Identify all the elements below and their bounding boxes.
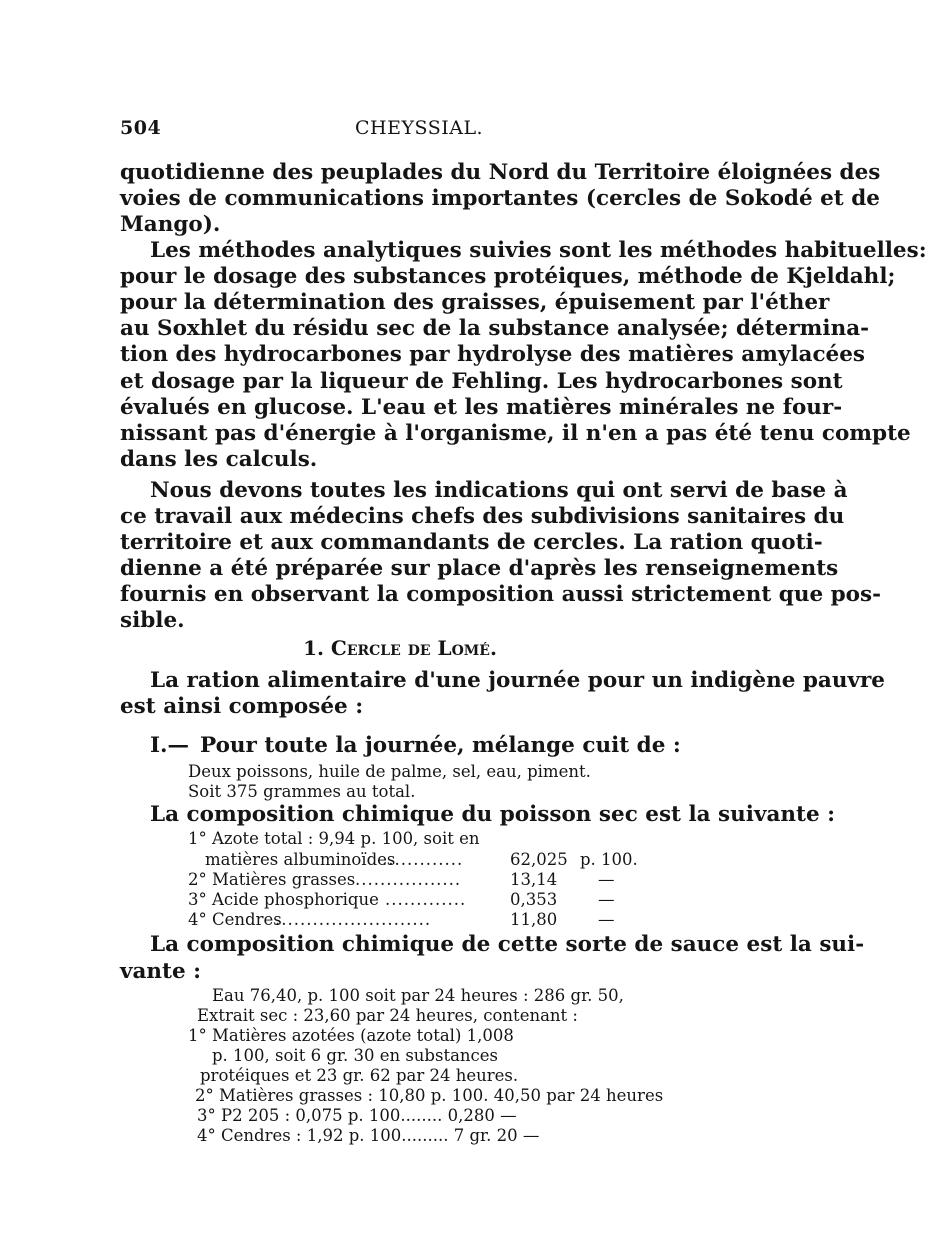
fish-row-label: 4° Cendres [188, 910, 282, 929]
text-line: sible. [120, 608, 185, 633]
running-title: CHEYSSIAL. [355, 117, 484, 139]
item-label: I.— [150, 733, 190, 758]
item-text: Pour toute la journée, mélange cuit de : [200, 733, 681, 758]
item-detail: Deux poissons, huile de palme, sel, eau, piment. [188, 762, 591, 781]
fish-row-label: 1° Azote total : 9,94 p. 100, soit en [188, 829, 480, 848]
text-line: évalués en glucose. L'eau et les matières minérales ne four- [120, 395, 843, 420]
text-line: Mango). [120, 212, 221, 237]
text-line: territoire et aux commandants de cercles. La ration quoti- [120, 530, 823, 555]
section-title: 1. Cercle de Lomé. [303, 636, 497, 660]
text-line: tion des hydrocarbones par hydrolyse des matières amylacées [120, 342, 866, 367]
text-line: Nous devons toutes les indications qui ont servi de base à [150, 478, 848, 503]
page-number: 504 [120, 117, 162, 139]
sauce-line: Eau 76,40, p. 100 soit par 24 heures : 286 gr. 50, [212, 986, 624, 1005]
text-line: fournis en observant la composition aussi strictement que pos- [120, 582, 882, 607]
text-line: Les méthodes analytiques suivies sont les méthodes habituelles: [150, 238, 927, 263]
sauce-line: 3° P2 205 : 0,075 p. 100........ 0,280 — [197, 1106, 517, 1125]
text-line: au Soxhlet du résidu sec de la substance analysée; détermina- [120, 316, 870, 341]
text-line: dienne a été préparée sur place d'après les renseignements [120, 556, 839, 581]
sauce-line: p. 100, soit 6 gr. 30 en substances [212, 1046, 499, 1065]
text-line: La ration alimentaire d'une journée pour un indigène pauvre [150, 668, 885, 693]
fish-row-value: 0,353 [510, 890, 558, 909]
fish-row-dash: — [598, 870, 615, 889]
text-line: pour le dosage des substances protéiques, méthode de Kjeldahl; [120, 264, 896, 289]
fish-row-value: 11,80 [510, 910, 558, 929]
sauce-line: protéiques et 23 gr. 62 par 24 heures. [200, 1066, 519, 1085]
leader-dots: ............. [385, 890, 467, 909]
fish-row-label: 2° Matières grasses [188, 870, 356, 889]
item-detail: Soit 375 grammes au total. [188, 782, 416, 801]
fish-row-unit: p. 100. [580, 850, 638, 869]
text-line: pour la détermination des graisses, épuisement par l'éther [120, 290, 830, 315]
text-line: voies de communications importantes (cercles de Sokodé et de [120, 186, 880, 211]
text-line: et dosage par la liqueur de Fehling. Les hydrocarbones sont [120, 369, 843, 394]
fish-row-dash: — [598, 910, 615, 929]
text-line: est ainsi composée : [120, 694, 364, 719]
text-line: nissant pas d'énergie à l'organisme, il n'en a pas été tenu compte [120, 421, 911, 446]
sauce-intro: vante : [120, 959, 202, 984]
fish-row-label: matières albuminoïdes [205, 850, 396, 869]
leader-dots: ......................... [275, 910, 432, 929]
sauce-line: Extrait sec : 23,60 par 24 heures, contenant : [197, 1006, 578, 1025]
leader-dots: ................. [355, 870, 462, 889]
sauce-intro: La composition chimique de cette sorte de sauce est la sui- [150, 932, 865, 957]
text-line: dans les calculs. [120, 447, 318, 472]
sauce-line: 1° Matières azotées (azote total) 1,008 [188, 1026, 514, 1045]
fish-row-value: 13,14 [510, 870, 558, 889]
fish-row-dash: — [598, 890, 615, 909]
sauce-line: 2° Matières grasses : 10,80 p. 100. 40,50 par 24 heures [195, 1086, 664, 1105]
fish-intro: La composition chimique du poisson sec est la suivante : [150, 802, 836, 827]
fish-row-value: 62,025 [510, 850, 568, 869]
text-line: ce travail aux médecins chefs des subdivisions sanitaires du [120, 504, 845, 529]
leader-dots: ............. [382, 850, 464, 869]
text-line: quotidienne des peuplades du Nord du Territoire éloignées des [120, 160, 881, 185]
sauce-line: 4° Cendres : 1,92 p. 100......... 7 gr. 20 — [197, 1126, 540, 1145]
fish-row-label: 3° Acide phosphorique [188, 890, 379, 909]
